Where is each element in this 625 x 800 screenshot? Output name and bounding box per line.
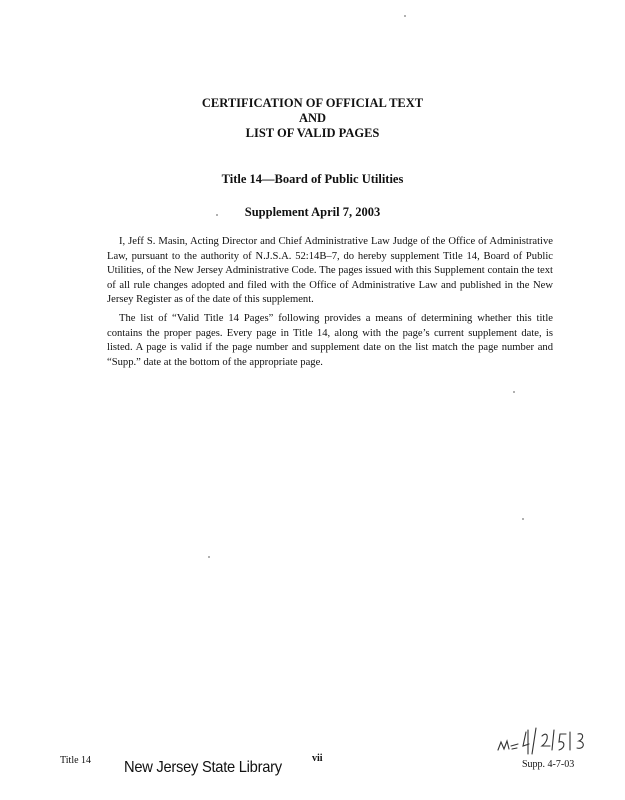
library-stamp: New Jersey State Library	[124, 759, 282, 776]
footer-supplement-date: Supp. 4-7-03	[522, 759, 575, 770]
scan-speck	[404, 15, 406, 17]
page-number: vii	[312, 753, 323, 764]
title-line: Title 14—Board of Public Utilities	[221, 172, 404, 186]
scan-speck	[513, 391, 515, 393]
scan-speck	[216, 214, 218, 216]
heading-line-2: AND	[298, 111, 327, 125]
body-paragraph-2: The list of “Valid Title 14 Pages” following provides a means of determining whether this title contains the proper pages. Every page in Title 14, along with the page’s current supplement date, is listed. A page is valid if the page number and supplement date on the list match the page number and “Supp.” date at the bottom of the appropriate page.	[107, 313, 553, 368]
certification-heading	[0, 96, 625, 141]
scan-speck	[208, 556, 210, 558]
scan-speck	[522, 518, 524, 520]
supplement-line: Supplement April 7, 2003	[244, 205, 381, 219]
heading-line-3: LIST OF VALID PAGES	[245, 126, 380, 140]
body-paragraph-1: I, Jeff S. Masin, Acting Director and Chief Administrative Law Judge of the Office of Administrative Law, pursuant to the authority of N.J.S.A. 52:14B–7, do hereby supplement Title 14, Board of Public Utilities, of the New Jersey Administrative Code. The pages issued with this Supplement contain the text of all rule changes adopted and filed with the Office of Administrative Law and published in the New Jersey Register as of the date of this supplement.	[107, 236, 553, 305]
heading-line-1: CERTIFICATION OF OFFICIAL TEXT	[201, 96, 424, 110]
handwritten-initials-mark	[496, 720, 596, 760]
footer-title: Title 14	[60, 755, 92, 766]
